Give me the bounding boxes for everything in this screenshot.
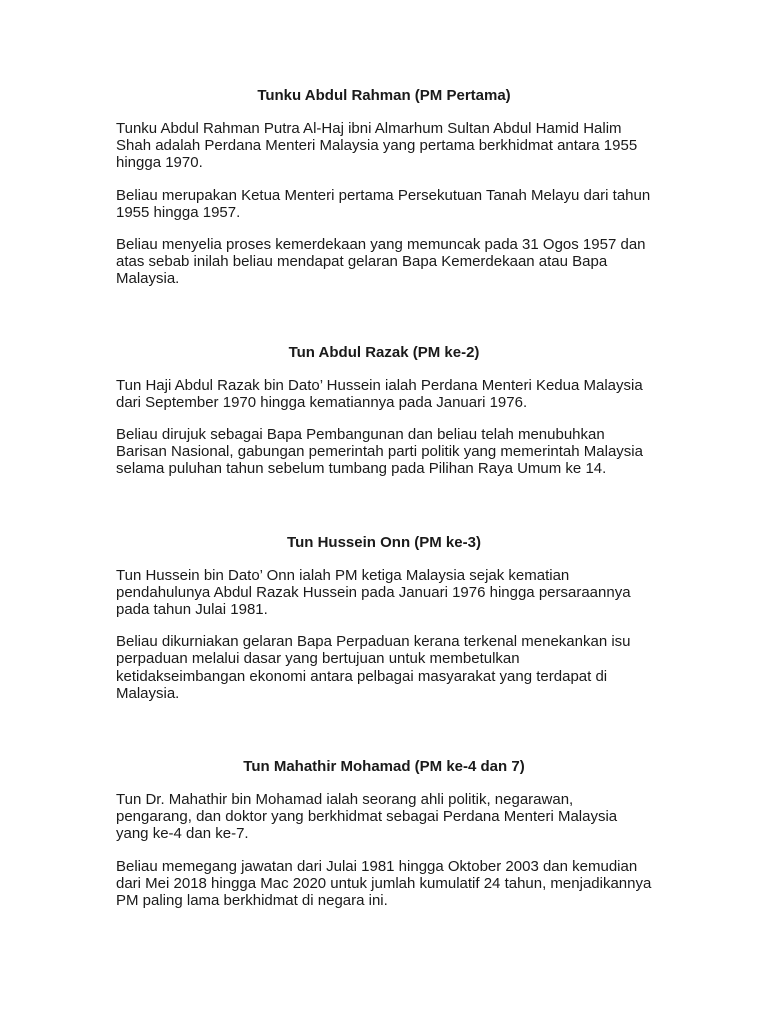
section-paragraph: Tun Dr. Mahathir bin Mohamad ialah seorang ahli politik, negarawan, pengarang, dan doktor yang berkhidmat sebagai Perdana Menteri Malaysia yang ke-4 dan ke-7.: [116, 791, 618, 843]
section-paragraph: Beliau memegang jawatan dari Julai 1981 hingga Oktober 2003 dan kemudian dari Mei 2018 hingga Mac 2020 untuk jumlah kumulatif 24 tahun, menjadikannya PM paling lama berkhidmat di negara ini.: [116, 857, 652, 910]
section-spacer: [116, 493, 652, 533]
section-heading: Tunku Abdul Rahman (PM Pertama): [257, 87, 511, 104]
section-paragraph: Beliau dirujuk sebagai Bapa Pembangunan dan beliau telah menubuhkan Barisan Nasional, gabungan pemerintah parti politik yang memerintah Malaysia selama puluhan tahun sebelum tumbang pada Pilihan Raya Umum ke 14.: [116, 426, 643, 478]
section-heading: Tun Abdul Razak (PM ke-2): [288, 343, 480, 361]
section-paragraph: Beliau dikurniakan gelaran Bapa Perpaduan kerana terkenal menekankan isu perpaduan melalui dasar yang bertujuan untuk membetulkan ketidakseimbangan ekonomi antara pelbagai masyarakat yang terdapat di Malaysia.: [116, 633, 631, 702]
document-page: [116, 86, 652, 924]
section-heading: Tun Mahathir Mohamad (PM ke-4 dan 7): [243, 758, 525, 776]
section-tun-mahathir-mohamad: [116, 757, 652, 909]
section-paragraph: Tun Hussein bin Dato’ Onn ialah PM ketiga Malaysia sejak kematian pendahulunya Abdul Razak Hussein pada Januari 1976 hingga persaraannya pada tahun Julai 1981.: [116, 566, 631, 619]
section-heading: Tun Hussein Onn (PM ke-3): [287, 533, 481, 551]
section-spacer: [116, 303, 652, 343]
section-paragraph: Beliau menyelia proses kemerdekaan yang memuncak pada 31 Ogos 1957 dan atas sebab inilah beliau mendapat gelaran Bapa Kemerdekaan atau Bapa Malaysia.: [116, 236, 646, 288]
section-tunku-abdul-rahman: [116, 86, 652, 288]
section-paragraph: Beliau merupakan Ketua Menteri pertama Persekutuan Tanah Melayu dari tahun 1955 hingga 1957.: [116, 186, 651, 221]
section-paragraph: Tunku Abdul Rahman Putra Al-Haj ibni Almarhum Sultan Abdul Hamid Halim Shah adalah Perdana Menteri Malaysia yang pertama berkhidmat antara 1955 hingga 1970.: [116, 120, 638, 172]
section-paragraph: Tun Haji Abdul Razak bin Dato’ Hussein ialah Perdana Menteri Kedua Malaysia dari September 1970 hingga kematiannya pada Januari 1976.: [116, 376, 643, 411]
section-tun-hussein-onn: [116, 533, 652, 702]
section-tun-abdul-razak: [116, 343, 652, 478]
section-spacer: [116, 717, 652, 757]
